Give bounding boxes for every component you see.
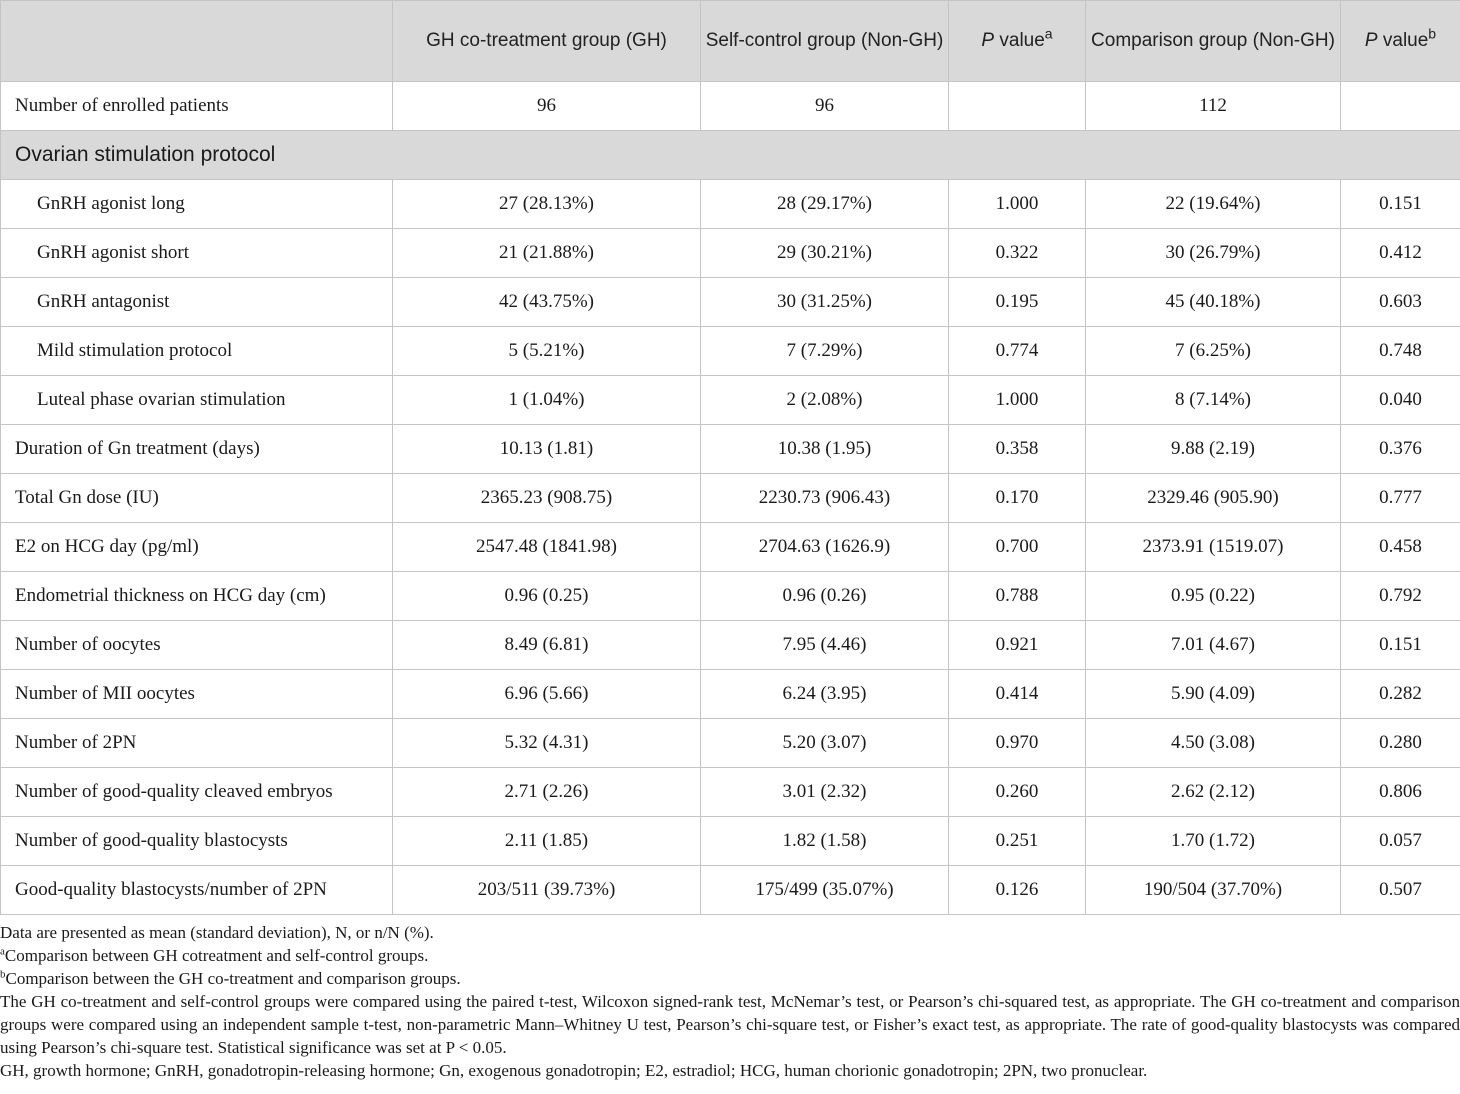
table-body: [1, 82, 1460, 915]
cell-gh: 2.71 (2.26): [393, 768, 701, 817]
footnote-marker-b: b: [1428, 25, 1437, 42]
table-row: [1, 817, 1460, 866]
row-label: Duration of Gn treatment (days): [1, 425, 393, 474]
cell-p-value-b: 0.806: [1341, 768, 1460, 817]
footnote-a: [0, 944, 1460, 967]
table-row: [1, 376, 1460, 425]
cell-gh: 2.11 (1.85): [393, 817, 701, 866]
cell-p-value-a: 0.774: [949, 327, 1086, 376]
cell-p-value-b: [1341, 82, 1460, 131]
cell-gh: 8.49 (6.81): [393, 621, 701, 670]
cell-self-control: 0.96 (0.26): [701, 572, 949, 621]
row-label: Number of good-quality cleaved embryos: [1, 768, 393, 817]
cell-p-value-a: 0.414: [949, 670, 1086, 719]
cell-comparison: 7 (6.25%): [1086, 327, 1341, 376]
cell-p-value-a: 0.170: [949, 474, 1086, 523]
cell-p-value-a: 0.921: [949, 621, 1086, 670]
row-label: Number of enrolled patients: [1, 82, 393, 131]
footnote-b-marker: b: [0, 968, 6, 981]
table-row: [1, 621, 1460, 670]
footnote-abbreviations: GH, growth hormone; GnRH, gonadotropin-releasing hormone; Gn, exogenous gonadotropin; E2, estradiol; HCG, human chorionic gonadotropin; 2PN, two pronuclear.: [0, 1061, 1148, 1080]
cell-p-value-b: 0.458: [1341, 523, 1460, 572]
cell-gh: 2365.23 (908.75): [393, 474, 701, 523]
cell-self-control: 175/499 (35.07%): [701, 866, 949, 915]
p-value-word: value: [994, 30, 1045, 51]
cell-p-value-b: 0.151: [1341, 621, 1460, 670]
header-self-control-group: Self-control group (Non-GH): [701, 1, 949, 82]
cell-self-control: 7.95 (4.46): [701, 621, 949, 670]
cell-gh: 6.96 (5.66): [393, 670, 701, 719]
table-row: [1, 866, 1460, 915]
cell-comparison: 8 (7.14%): [1086, 376, 1341, 425]
footnote-statistical-methods: The GH co-treatment and self-control groups were compared using the paired t-test, Wilcoxon signed-rank test, McNemar’s test, or Pearson’s chi-squared test, as appropriate. The GH co-treatment and comparison groups were compared using an independent sample t-test, non-parametric Mann–Whitney U test, Pearson’s chi-square test, or Fisher’s exact test, as appropriate. The rate of good-quality blastocysts was compared using Pearson’s chi-square test. Statistical significance was set at P < 0.05.: [0, 992, 1460, 1057]
cell-p-value-b: 0.151: [1341, 180, 1460, 229]
header-p-value-b: [1341, 1, 1460, 82]
cell-gh: 42 (43.75%): [393, 278, 701, 327]
cell-comparison: 5.90 (4.09): [1086, 670, 1341, 719]
table-footnotes: [0, 921, 1460, 1082]
table-row: [1, 82, 1460, 131]
cell-comparison: 2373.91 (1519.07): [1086, 523, 1341, 572]
cell-self-control: 2 (2.08%): [701, 376, 949, 425]
cell-p-value-b: 0.507: [1341, 866, 1460, 915]
cell-self-control: 96: [701, 82, 949, 131]
cell-comparison: 190/504 (37.70%): [1086, 866, 1341, 915]
footnote-b-text: Comparison between the GH co-treatment and comparison groups.: [5, 969, 461, 988]
cell-gh: 10.13 (1.81): [393, 425, 701, 474]
cell-self-control: 30 (31.25%): [701, 278, 949, 327]
cell-gh: 5 (5.21%): [393, 327, 701, 376]
table-row: [1, 327, 1460, 376]
cell-comparison: 4.50 (3.08): [1086, 719, 1341, 768]
cell-p-value-a: [949, 82, 1086, 131]
cell-comparison: 2.62 (2.12): [1086, 768, 1341, 817]
cell-self-control: 3.01 (2.32): [701, 768, 949, 817]
cell-gh: 1 (1.04%): [393, 376, 701, 425]
cell-p-value-a: 0.195: [949, 278, 1086, 327]
cell-comparison: 30 (26.79%): [1086, 229, 1341, 278]
cell-self-control: 28 (29.17%): [701, 180, 949, 229]
footnote-data-presentation: Data are presented as mean (standard deviation), N, or n/N (%).: [0, 923, 434, 942]
cell-self-control: 7 (7.29%): [701, 327, 949, 376]
table-header: [1, 1, 1460, 82]
footnote-a-marker: a: [0, 945, 5, 958]
cell-gh: 2547.48 (1841.98): [393, 523, 701, 572]
cell-self-control: 2704.63 (1626.9): [701, 523, 949, 572]
section-row: [1, 131, 1460, 180]
row-label: GnRH agonist short: [1, 229, 393, 278]
cell-p-value-a: 0.260: [949, 768, 1086, 817]
cell-self-control: 6.24 (3.95): [701, 670, 949, 719]
row-label: GnRH antagonist: [1, 278, 393, 327]
cell-comparison: 1.70 (1.72): [1086, 817, 1341, 866]
footnote-marker-a: a: [1044, 25, 1053, 42]
section-title: Ovarian stimulation protocol: [1, 131, 1460, 180]
cell-self-control: 2230.73 (906.43): [701, 474, 949, 523]
footnote-b: [0, 967, 1460, 990]
table-row: [1, 523, 1460, 572]
cell-p-value-b: 0.748: [1341, 327, 1460, 376]
cell-comparison: 0.95 (0.22): [1086, 572, 1341, 621]
row-label: Number of oocytes: [1, 621, 393, 670]
cell-self-control: 10.38 (1.95): [701, 425, 949, 474]
cell-p-value-b: 0.280: [1341, 719, 1460, 768]
header-p-value-a: [949, 1, 1086, 82]
row-label: GnRH agonist long: [1, 180, 393, 229]
cell-p-value-a: 1.000: [949, 180, 1086, 229]
cell-p-value-a: 0.126: [949, 866, 1086, 915]
p-value-word: value: [1377, 30, 1429, 51]
row-label: Number of MII oocytes: [1, 670, 393, 719]
row-label: Endometrial thickness on HCG day (cm): [1, 572, 393, 621]
table-row: [1, 180, 1460, 229]
cell-comparison: 112: [1086, 82, 1341, 131]
table-row: [1, 229, 1460, 278]
row-label: Total Gn dose (IU): [1, 474, 393, 523]
table-row: [1, 425, 1460, 474]
table-row: [1, 474, 1460, 523]
cell-p-value-b: 0.282: [1341, 670, 1460, 719]
cell-gh: 203/511 (39.73%): [393, 866, 701, 915]
table-row: [1, 278, 1460, 327]
row-label: Number of good-quality blastocysts: [1, 817, 393, 866]
cell-gh: 27 (28.13%): [393, 180, 701, 229]
cell-p-value-b: 0.777: [1341, 474, 1460, 523]
table-row: [1, 670, 1460, 719]
cell-p-value-b: 0.040: [1341, 376, 1460, 425]
header-gh-group: GH co-treatment group (GH): [393, 1, 701, 82]
cell-p-value-a: 0.788: [949, 572, 1086, 621]
cell-p-value-b: 0.792: [1341, 572, 1460, 621]
cell-p-value-b: 0.412: [1341, 229, 1460, 278]
cell-p-value-b: 0.603: [1341, 278, 1460, 327]
cell-comparison: 2329.46 (905.90): [1086, 474, 1341, 523]
header-label: [1, 1, 393, 82]
cell-p-value-a: 0.970: [949, 719, 1086, 768]
cell-gh: 21 (21.88%): [393, 229, 701, 278]
row-label: Luteal phase ovarian stimulation: [1, 376, 393, 425]
row-label: Number of 2PN: [1, 719, 393, 768]
cell-p-value-a: 0.700: [949, 523, 1086, 572]
table-row: [1, 768, 1460, 817]
header-comparison-group: Comparison group (Non-GH): [1086, 1, 1341, 82]
cell-p-value-b: 0.376: [1341, 425, 1460, 474]
cell-p-value-a: 0.358: [949, 425, 1086, 474]
row-label: Good-quality blastocysts/number of 2PN: [1, 866, 393, 915]
cell-p-value-a: 0.251: [949, 817, 1086, 866]
p-symbol: P: [1364, 30, 1378, 51]
cell-gh: 0.96 (0.25): [393, 572, 701, 621]
cell-gh: 96: [393, 82, 701, 131]
row-label: E2 on HCG day (pg/ml): [1, 523, 393, 572]
cell-comparison: 7.01 (4.67): [1086, 621, 1341, 670]
cell-comparison: 22 (19.64%): [1086, 180, 1341, 229]
cell-p-value-a: 1.000: [949, 376, 1086, 425]
cell-p-value-a: 0.322: [949, 229, 1086, 278]
p-symbol: P: [981, 30, 995, 51]
cell-gh: 5.32 (4.31): [393, 719, 701, 768]
table-row: [1, 719, 1460, 768]
cell-p-value-b: 0.057: [1341, 817, 1460, 866]
footnote-a-text: Comparison between GH cotreatment and self-control groups.: [4, 946, 429, 965]
row-label: Mild stimulation protocol: [1, 327, 393, 376]
table-row: [1, 572, 1460, 621]
cell-comparison: 45 (40.18%): [1086, 278, 1341, 327]
cell-self-control: 5.20 (3.07): [701, 719, 949, 768]
cell-comparison: 9.88 (2.19): [1086, 425, 1341, 474]
cell-self-control: 1.82 (1.58): [701, 817, 949, 866]
cell-self-control: 29 (30.21%): [701, 229, 949, 278]
